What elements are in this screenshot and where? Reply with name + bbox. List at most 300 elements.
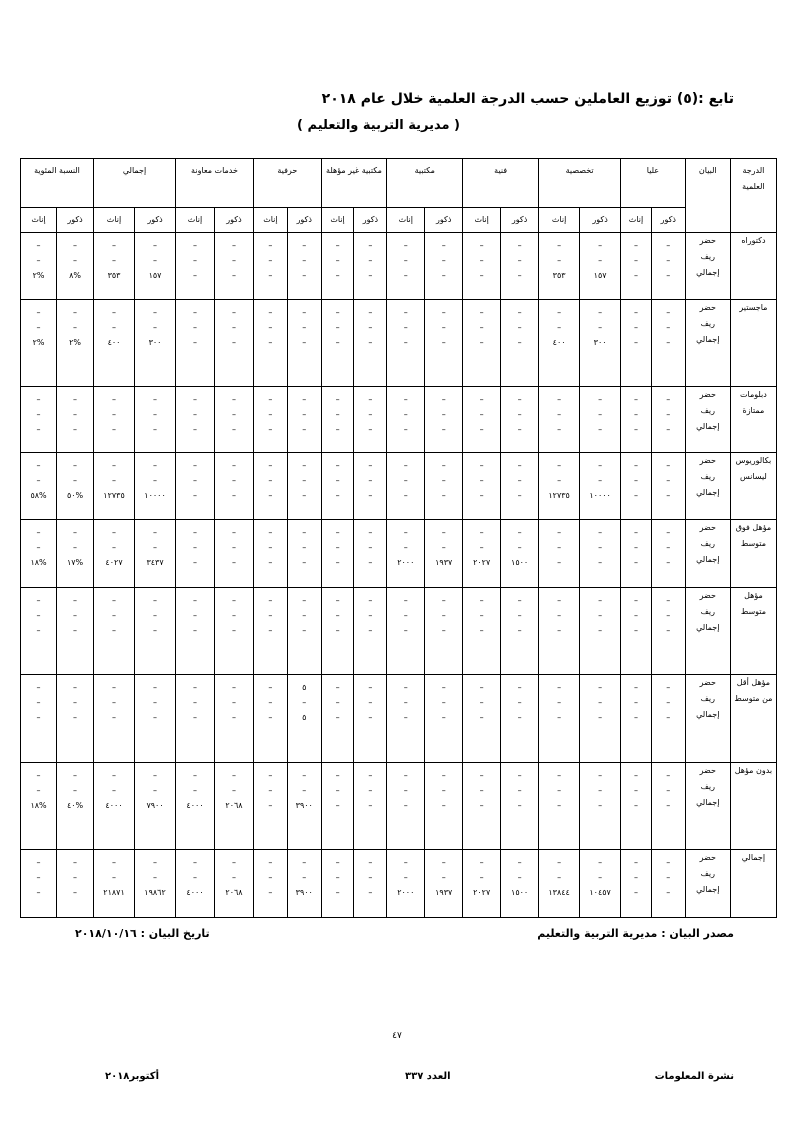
cell-value: –: [557, 528, 562, 537]
table-row: [21, 520, 777, 588]
cell-value: ٤٠٠٠: [186, 801, 204, 810]
value-cell: [253, 453, 287, 520]
cell-value: ٤٠٠٠: [105, 801, 123, 810]
cell-value: –: [73, 425, 78, 434]
cell-value: ١٠٠٠٠: [589, 491, 611, 500]
female-header: إناث: [176, 208, 215, 233]
cell-value: –: [73, 713, 78, 722]
cell-value: –: [479, 461, 484, 470]
cell-value: –: [112, 683, 117, 692]
cell-value: –: [598, 771, 603, 780]
cell-value: –: [231, 858, 236, 867]
value-cell: [354, 233, 387, 300]
cell-value: –: [193, 786, 198, 795]
cell-value: –: [36, 308, 41, 317]
cell-value: –: [153, 308, 158, 317]
cell-value: –: [634, 626, 638, 635]
cell-value: –: [479, 308, 484, 317]
value-cell: [94, 233, 135, 300]
cell-value: –: [268, 683, 273, 692]
female-header: إناث: [94, 208, 135, 233]
cell-value: %١٨: [30, 801, 47, 810]
value-cell: [253, 588, 287, 675]
cell-value: –: [634, 425, 638, 434]
table-row: [21, 588, 777, 675]
cell-value: –: [36, 611, 41, 620]
cell-value: –: [153, 528, 158, 537]
cell-value: –: [403, 395, 408, 404]
cell-value: –: [634, 476, 638, 485]
cell-value: –: [302, 771, 307, 780]
cell-value: –: [112, 543, 117, 552]
value-cell: [621, 588, 652, 675]
cell-value: –: [153, 476, 158, 485]
cell-value: ٣٩٠٠: [295, 888, 313, 897]
cell-value: –: [598, 241, 603, 250]
cell-value: –: [368, 713, 373, 722]
cell-value: –: [368, 491, 373, 500]
cell-value: –: [268, 558, 273, 567]
cell-value: –: [368, 241, 373, 250]
cell-value: –: [335, 476, 340, 485]
cell-value: –: [153, 395, 158, 404]
value-cell: [21, 675, 57, 763]
cell-value: –: [268, 528, 273, 537]
value-cell: [463, 387, 501, 453]
cell-value: –: [598, 476, 603, 485]
cell-value: ١٣٨٤٤: [548, 888, 570, 897]
cell-value: –: [112, 786, 117, 795]
value-cell: [621, 675, 652, 763]
cell-value: –: [268, 241, 273, 250]
value-cell: [463, 233, 501, 300]
bayan-label: إجمالي: [696, 710, 720, 719]
cell-value: –: [557, 308, 562, 317]
cell-value: –: [335, 308, 340, 317]
value-cell: [580, 850, 621, 918]
cell-value: –: [231, 698, 236, 707]
cell-value: –: [479, 596, 484, 605]
cell-value: –: [557, 461, 562, 470]
cell-value: –: [193, 256, 198, 265]
cell-value: –: [666, 338, 671, 347]
value-cell: [539, 588, 580, 675]
cell-value: –: [634, 395, 638, 404]
cell-value: –: [368, 410, 373, 419]
cell-value: –: [598, 528, 603, 537]
cell-value: –: [73, 596, 78, 605]
cell-value: –: [441, 543, 446, 552]
cell-value: ٤٠٠: [552, 338, 566, 347]
cell-value: ١٥٠٠: [511, 888, 529, 897]
cell-value: –: [517, 858, 522, 867]
value-cell: [463, 850, 501, 918]
cell-value: –: [302, 425, 307, 434]
value-cell: [463, 520, 501, 588]
value-cell: [57, 387, 94, 453]
value-cell: [321, 520, 354, 588]
cell-value: –: [403, 873, 408, 882]
cell-value: –: [335, 786, 340, 795]
cell-value: –: [517, 786, 522, 795]
cell-value: –: [112, 858, 117, 867]
data-table: [20, 158, 777, 918]
cell-value: –: [73, 771, 78, 780]
cell-value: –: [557, 611, 562, 620]
cell-value: –: [153, 611, 158, 620]
cell-value: –: [403, 626, 408, 635]
value-cell: [176, 233, 215, 300]
cell-value: –: [479, 323, 484, 332]
cell-value: –: [479, 256, 484, 265]
cell-value: –: [557, 873, 562, 882]
bayan-label: حضر: [699, 678, 716, 687]
group-header-row: [21, 159, 777, 208]
cell-value: –: [302, 873, 307, 882]
cell-value: –: [302, 308, 307, 317]
cell-value: –: [403, 308, 408, 317]
value-cell: [621, 763, 652, 850]
cell-value: –: [268, 713, 273, 722]
value-cell: [501, 453, 539, 520]
table-row: [21, 675, 777, 763]
cell-value: –: [73, 858, 78, 867]
cell-value: –: [268, 698, 273, 707]
cell-value: ١٢٧٣٥: [103, 491, 125, 500]
value-cell: [94, 387, 135, 453]
cell-value: –: [479, 395, 484, 404]
table-row: [21, 300, 777, 387]
group-header: عليا: [621, 159, 686, 208]
value-cell: [354, 453, 387, 520]
cell-value: –: [335, 410, 340, 419]
cell-value: –: [441, 308, 446, 317]
value-cell: [253, 387, 287, 453]
cell-value: –: [36, 410, 41, 419]
bayan-label: إجمالي: [696, 335, 720, 344]
cell-value: ١٥٧: [593, 271, 607, 280]
cell-value: –: [302, 323, 307, 332]
cell-value: –: [441, 461, 446, 470]
cell-value: ٣٥٣: [552, 271, 566, 280]
value-cell: [580, 233, 621, 300]
value-cell: [287, 453, 321, 520]
cell-value: –: [36, 256, 41, 265]
cell-value: –: [302, 786, 307, 795]
value-cell: [651, 300, 685, 387]
value-cell: [539, 850, 580, 918]
cell-value: –: [634, 241, 638, 250]
cell-value: ٧٩٠٠: [146, 801, 164, 810]
cell-value: –: [598, 858, 603, 867]
value-cell: [287, 520, 321, 588]
cell-value: –: [112, 713, 117, 722]
cell-value: –: [193, 241, 198, 250]
cell-value: –: [517, 271, 522, 280]
cell-value: ٥: [302, 713, 307, 722]
cell-value: –: [73, 611, 78, 620]
value-cell: [425, 453, 463, 520]
value-cell: [287, 300, 321, 387]
cell-value: –: [268, 308, 273, 317]
cell-value: –: [666, 626, 671, 635]
cell-value: –: [634, 596, 638, 605]
cell-value: –: [36, 626, 41, 635]
cell-value: –: [403, 786, 408, 795]
value-cell: [425, 763, 463, 850]
cell-value: –: [666, 425, 671, 434]
cell-value: –: [557, 626, 562, 635]
value-cell: [215, 588, 254, 675]
value-cell: [215, 453, 254, 520]
cell-value: –: [73, 476, 78, 485]
cell-value: –: [193, 558, 198, 567]
value-cell: [253, 763, 287, 850]
value-cell: [287, 387, 321, 453]
value-cell: [463, 300, 501, 387]
cell-value: –: [112, 626, 117, 635]
cell-value: –: [268, 461, 273, 470]
cell-value: –: [598, 626, 603, 635]
cell-value: –: [112, 308, 117, 317]
cell-value: –: [479, 873, 484, 882]
bayan-cell: [685, 588, 730, 675]
value-cell: [57, 233, 94, 300]
female-header: إناث: [21, 208, 57, 233]
cell-value: –: [36, 873, 41, 882]
group-header: حرفية: [253, 159, 321, 208]
value-cell: [321, 233, 354, 300]
value-cell: [354, 520, 387, 588]
cell-value: –: [517, 308, 522, 317]
cell-value: –: [231, 410, 236, 419]
cell-value: –: [479, 271, 484, 280]
male-header: ذكور: [580, 208, 621, 233]
cell-value: ٢٠٦٨: [225, 888, 243, 897]
value-cell: [135, 763, 176, 850]
cell-value: –: [193, 271, 198, 280]
bayan-label: ريف: [700, 472, 715, 481]
cell-value: –: [598, 873, 603, 882]
cell-value: –: [403, 801, 408, 810]
value-cell: [176, 675, 215, 763]
cell-value: –: [153, 410, 158, 419]
cell-value: –: [335, 596, 340, 605]
cell-value: –: [517, 873, 522, 882]
cell-value: %٢: [32, 271, 45, 280]
cell-value: –: [479, 771, 484, 780]
group-header: إجمالي: [94, 159, 176, 208]
bayan-label: إجمالي: [696, 488, 720, 497]
bayan-label: إجمالي: [696, 623, 720, 632]
cell-value: –: [441, 476, 446, 485]
cell-value: –: [666, 611, 671, 620]
cell-value: –: [517, 476, 522, 485]
cell-value: –: [335, 323, 340, 332]
value-cell: [215, 675, 254, 763]
cell-value: –: [302, 698, 307, 707]
cell-value: –: [557, 858, 562, 867]
cell-value: –: [403, 410, 408, 419]
value-cell: [94, 453, 135, 520]
cell-value: –: [302, 528, 307, 537]
value-cell: [21, 453, 57, 520]
cell-value: ٥: [302, 683, 307, 692]
value-cell: [176, 763, 215, 850]
cell-value: –: [666, 528, 671, 537]
cell-value: –: [368, 558, 373, 567]
cell-value: –: [193, 873, 198, 882]
cell-value: –: [634, 888, 638, 897]
bayan-cell: [685, 233, 730, 300]
value-cell: [21, 300, 57, 387]
cell-value: –: [268, 338, 273, 347]
cell-value: –: [368, 476, 373, 485]
cell-value: –: [231, 308, 236, 317]
cell-value: –: [479, 241, 484, 250]
cell-value: –: [557, 395, 562, 404]
male-header: ذكور: [425, 208, 463, 233]
cell-value: –: [479, 491, 484, 500]
value-cell: [387, 233, 425, 300]
bayan-label: إجمالي: [696, 422, 720, 431]
value-cell: [501, 387, 539, 453]
cell-value: –: [441, 611, 446, 620]
cell-value: –: [598, 596, 603, 605]
cell-value: –: [231, 323, 236, 332]
cell-value: –: [153, 771, 158, 780]
value-cell: [580, 520, 621, 588]
cell-value: –: [231, 626, 236, 635]
cell-value: –: [441, 596, 446, 605]
value-cell: [387, 300, 425, 387]
table-row: [21, 763, 777, 850]
cell-value: –: [73, 786, 78, 795]
cell-value: –: [153, 626, 158, 635]
degree-cell: بدون مؤهل: [730, 763, 776, 850]
cell-value: –: [441, 528, 446, 537]
value-cell: [621, 387, 652, 453]
value-cell: [57, 520, 94, 588]
value-cell: [21, 850, 57, 918]
cell-value: –: [479, 801, 484, 810]
table-row: [21, 453, 777, 520]
value-cell: [651, 520, 685, 588]
cell-value: –: [302, 858, 307, 867]
cell-value: –: [557, 801, 562, 810]
cell-value: ١٢٧٣٥: [548, 491, 570, 500]
value-cell: [387, 387, 425, 453]
cell-value: –: [557, 771, 562, 780]
cell-value: –: [73, 308, 78, 317]
cell-value: –: [268, 410, 273, 419]
bayan-label: إجمالي: [696, 555, 720, 564]
cell-value: –: [598, 323, 603, 332]
male-header: ذكور: [501, 208, 539, 233]
cell-value: ٣٠٠: [593, 338, 607, 347]
cell-value: –: [193, 491, 198, 500]
bayan-label: ريف: [700, 607, 715, 616]
value-cell: [387, 850, 425, 918]
value-cell: [215, 520, 254, 588]
cell-value: –: [268, 256, 273, 265]
cell-value: –: [634, 873, 638, 882]
cell-value: –: [193, 476, 198, 485]
cell-value: –: [479, 410, 484, 419]
cell-value: –: [517, 801, 522, 810]
cell-value: –: [634, 683, 638, 692]
cell-value: –: [36, 323, 41, 332]
cell-value: –: [517, 626, 522, 635]
value-cell: [651, 387, 685, 453]
cell-value: –: [441, 410, 446, 419]
cell-value: –: [335, 713, 340, 722]
cell-value: ٢٠٠٠: [397, 888, 415, 897]
value-cell: [135, 453, 176, 520]
cell-value: –: [557, 256, 562, 265]
cell-value: –: [479, 786, 484, 795]
cell-value: –: [73, 698, 78, 707]
value-cell: [621, 520, 652, 588]
female-header: إناث: [621, 208, 652, 233]
value-cell: [580, 675, 621, 763]
value-cell: [215, 763, 254, 850]
value-cell: [425, 233, 463, 300]
cell-value: –: [634, 558, 638, 567]
cell-value: –: [268, 801, 273, 810]
cell-value: –: [73, 873, 78, 882]
cell-value: –: [193, 596, 198, 605]
value-cell: [463, 675, 501, 763]
degree-header: الدرجة العلمية: [730, 159, 776, 233]
cell-value: –: [153, 683, 158, 692]
value-cell: [176, 387, 215, 453]
cell-value: –: [112, 596, 117, 605]
cell-value: –: [335, 626, 340, 635]
value-cell: [621, 850, 652, 918]
cell-value: –: [335, 888, 340, 897]
cell-value: –: [368, 611, 373, 620]
cell-value: –: [193, 858, 198, 867]
value-cell: [253, 300, 287, 387]
cell-value: –: [36, 786, 41, 795]
value-cell: [539, 453, 580, 520]
cell-value: ٤٠٠: [107, 338, 121, 347]
value-cell: [215, 850, 254, 918]
cell-value: –: [634, 698, 638, 707]
cell-value: –: [153, 425, 158, 434]
cell-value: –: [441, 491, 446, 500]
cell-value: –: [403, 338, 408, 347]
cell-value: –: [112, 461, 117, 470]
bayan-label: ريف: [700, 539, 715, 548]
male-header: ذكور: [215, 208, 254, 233]
cell-value: –: [666, 873, 671, 882]
cell-value: –: [302, 596, 307, 605]
bayan-label: ريف: [700, 406, 715, 415]
value-cell: [253, 850, 287, 918]
degree-cell: إجمالي: [730, 850, 776, 918]
cell-value: –: [598, 786, 603, 795]
value-cell: [287, 850, 321, 918]
cell-value: –: [634, 461, 638, 470]
cell-value: –: [231, 491, 236, 500]
cell-value: ٤٠٠٠: [186, 888, 204, 897]
cell-value: –: [153, 873, 158, 882]
cell-value: –: [112, 241, 117, 250]
cell-value: –: [231, 241, 236, 250]
cell-value: –: [441, 425, 446, 434]
